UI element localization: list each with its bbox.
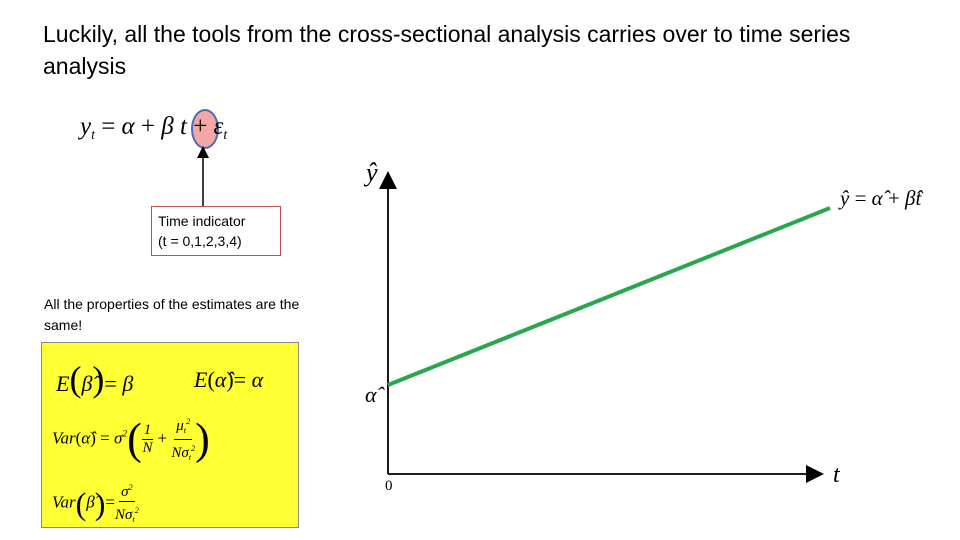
formula-box bbox=[41, 342, 299, 528]
time-indicator-box bbox=[151, 206, 281, 256]
origin-label: 0 bbox=[385, 478, 393, 494]
formula-var-alpha: Var(α̂) = $\sigma^2$( $\frac{1}{N}$ + $\frac{\mu_t^2}{N\sigma_t^2}$ ) bbox=[52, 414, 210, 464]
slide-title: Luckily, all the tools from the cross-sectional analysis carries over to time series analysis bbox=[43, 21, 851, 79]
fitted-line-equation: ŷ = α̂ + β̂t bbox=[840, 186, 922, 210]
y-axis-label: ŷ bbox=[366, 158, 378, 187]
x-axis-label: t bbox=[833, 462, 840, 488]
formula-expect-alpha: E(α̂)= α bbox=[194, 367, 264, 392]
formula-var-beta: Var(β̂)= $\frac{\sigma^2}{N\sigma_t^2}$ bbox=[52, 479, 139, 528]
formula-expect-beta: E(β̂)= β bbox=[56, 359, 134, 399]
properties-text: All the properties of the estimates are the same! bbox=[44, 296, 300, 333]
time-indicator-line2: (t = 0,1,2,3,4) bbox=[158, 233, 242, 249]
time-indicator-line1: Time indicator bbox=[158, 213, 246, 229]
intercept-label: α̂ bbox=[365, 382, 377, 407]
regression-equation: $y_t = \alpha + \beta$ $t + \varepsilon_t$ bbox=[80, 113, 228, 142]
regression-line bbox=[388, 208, 830, 385]
